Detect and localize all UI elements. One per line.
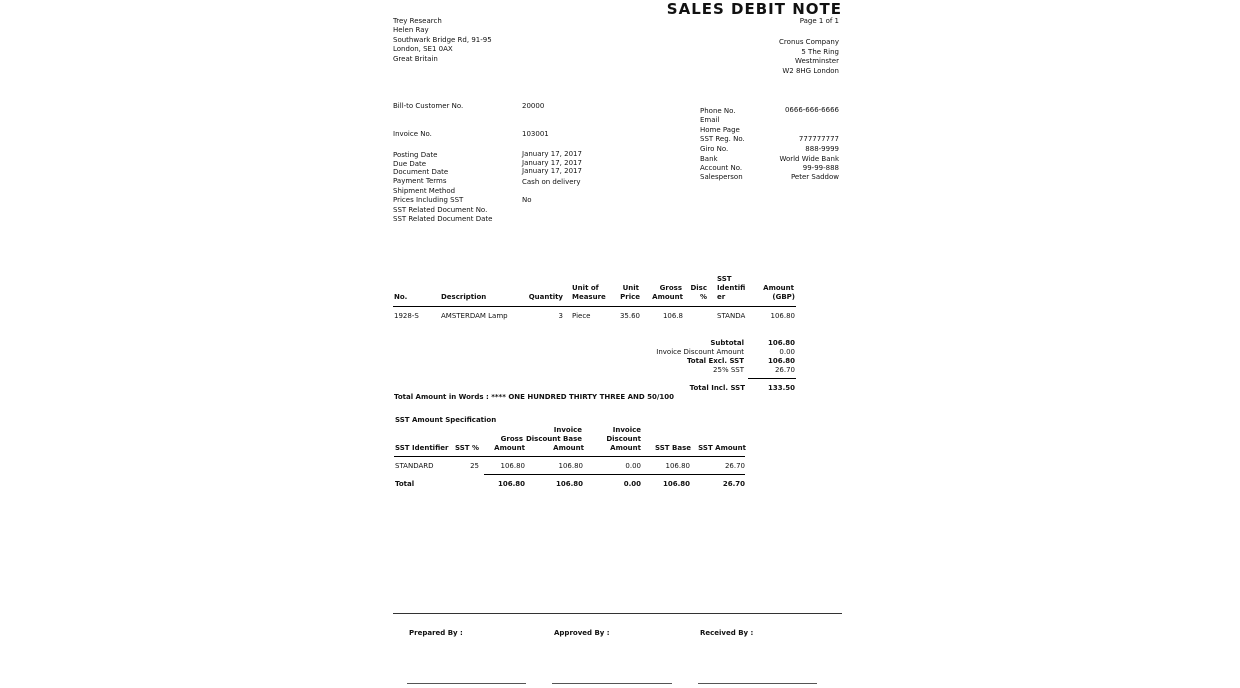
invoice-discount-value: 0.00	[779, 348, 795, 356]
prices-incl-sst-label: Prices Including SST	[393, 196, 464, 204]
sst-value: 26.70	[774, 366, 795, 374]
row-amount: 106.80	[770, 312, 795, 320]
giro-value: 888-9999	[805, 145, 839, 153]
col-amount-header: (GBP)	[772, 293, 795, 301]
spec-col-disc-base: Amount	[553, 444, 584, 452]
payment-terms-value: Cash on delivery	[522, 178, 581, 186]
posting-date-label: Posting Date	[393, 151, 438, 159]
customer-address-line: Great Britain	[393, 55, 438, 63]
subtotal-label: Subtotal	[710, 339, 744, 347]
col-disc-header: Disc	[690, 284, 707, 292]
company-address-line: Westminster	[795, 57, 839, 65]
spec-total-sst-amount: 26.70	[722, 480, 745, 488]
spec-row-disc-amount: 0.00	[625, 462, 641, 470]
spec-col-sst-amount: SST Amount	[698, 444, 746, 452]
salesperson-label: Salesperson	[700, 173, 743, 181]
phone-value: 0666-666-6666	[784, 106, 839, 114]
col-amount-header: Amount	[763, 284, 794, 292]
spec-row-pct: 25	[470, 462, 479, 470]
billto-label: Bill-to Customer No.	[393, 102, 464, 110]
row-quantity: 3	[558, 312, 563, 320]
company-address-line: Cronus Company	[779, 38, 839, 46]
spec-col-pct: SST %	[455, 444, 479, 452]
received-by-label: Received By :	[700, 629, 754, 637]
footer-divider	[393, 613, 842, 614]
col-price-header: Unit	[622, 284, 639, 292]
giro-label: Giro No.	[700, 145, 729, 153]
prices-incl-sst-value: No	[522, 196, 532, 204]
spec-row-gross: 106.80	[500, 462, 525, 470]
header-divider	[393, 306, 796, 307]
company-address-line: W2 8HG London	[782, 67, 839, 75]
spec-col-disc-base: Discount Base	[525, 435, 582, 443]
spec-col-identifier: SST Identifier	[395, 444, 449, 452]
prepared-signature-line	[407, 683, 526, 684]
col-sst-header: Identifi	[717, 284, 746, 292]
spec-total-label: Total	[395, 480, 415, 488]
invoice-no-label: Invoice No.	[393, 130, 432, 138]
spec-col-disc-amount: Discount	[606, 435, 641, 443]
col-sst-header: er	[717, 293, 726, 301]
spec-col-sst-base: SST Base	[655, 444, 691, 452]
account-value: 99-99-888	[802, 164, 839, 172]
row-price: 35.60	[619, 312, 640, 320]
row-description: AMSTERDAM Lamp	[441, 312, 508, 320]
posting-date-value: January 17, 2017	[522, 150, 582, 158]
approved-by-label: Approved By :	[554, 629, 610, 637]
col-disc-header: %	[699, 293, 707, 301]
due-date-label: Due Date	[393, 160, 427, 168]
col-sst-header: SST	[717, 275, 732, 283]
company-address-line: 5 The Ring	[801, 48, 839, 56]
related-doc-label: SST Related Document No.	[393, 206, 488, 214]
spec-col-disc-amount: Amount	[610, 444, 641, 452]
document-date-label: Document Date	[393, 168, 449, 176]
received-signature-line	[698, 683, 817, 684]
salesperson-value: Peter Saddow	[790, 173, 839, 181]
spec-col-disc-base: Invoice	[553, 426, 582, 434]
col-price-header: Price	[620, 293, 640, 301]
sst-reg-label: SST Reg. No.	[700, 135, 745, 143]
col-quantity-header: Quantity	[528, 293, 563, 301]
amount-in-words: Total Amount in Words : **** ONE HUNDRED THIRTY THREE AND 50/100	[394, 393, 675, 401]
col-uom-header: Unit of	[572, 284, 599, 292]
home-page-label: Home Page	[700, 126, 740, 134]
invoice-discount-label: Invoice Discount Amount	[656, 348, 744, 356]
spec-total-sst-base: 106.80	[662, 480, 690, 488]
spec-row-identifier: STANDARD	[395, 462, 434, 470]
total-excl-label: Total Excl. SST	[686, 357, 744, 365]
spec-title: SST Amount Specification	[395, 416, 497, 424]
row-gross: 106.8	[662, 312, 683, 320]
totals-divider	[748, 378, 796, 379]
bank-value: World Wide Bank	[779, 155, 839, 163]
customer-address-line: London, SE1 0AX	[393, 45, 453, 53]
spec-header-divider	[394, 456, 745, 457]
total-incl-value: 133.50	[767, 384, 795, 392]
spec-total-divider	[484, 474, 745, 475]
spec-total-disc-base: 106.80	[555, 480, 583, 488]
spec-row-disc-base: 106.80	[558, 462, 583, 470]
page-number: Page 1 of 1	[799, 17, 839, 25]
email-label: Email	[700, 116, 720, 124]
spec-row-sst-amount: 26.70	[724, 462, 745, 470]
billto-value: 20000	[522, 102, 545, 110]
sst-label: 25% SST	[713, 366, 744, 374]
col-gross-header: Amount	[652, 293, 683, 301]
col-description-header: Description	[441, 293, 487, 301]
related-doc-date-label: SST Related Document Date	[393, 215, 493, 223]
spec-row-sst-base: 106.80	[665, 462, 690, 470]
spec-total-disc-amount: 0.00	[623, 480, 641, 488]
spec-col-gross: Amount	[494, 444, 525, 452]
due-date-value: January 17, 2017	[522, 159, 582, 167]
invoice-no-value: 103001	[522, 130, 549, 138]
shipment-method-label: Shipment Method	[393, 187, 456, 195]
spec-col-gross: Gross	[500, 435, 523, 443]
total-incl-label: Total Incl. SST	[689, 384, 745, 392]
sst-reg-value: 777777777	[798, 135, 839, 143]
row-no: 1928-S	[394, 312, 419, 320]
col-no-header: No.	[394, 293, 408, 301]
approved-signature-line	[552, 683, 672, 684]
total-excl-value: 106.80	[767, 357, 795, 365]
account-label: Account No.	[700, 164, 743, 172]
payment-terms-label: Payment Terms	[393, 177, 447, 185]
customer-address-line: Southwark Bridge Rd, 91-95	[393, 36, 492, 44]
col-gross-header: Gross	[659, 284, 682, 292]
row-sst-identifier: STANDA	[717, 312, 746, 320]
bank-label: Bank	[700, 155, 718, 163]
row-uom: Piece	[572, 312, 591, 320]
phone-label: Phone No.	[700, 107, 736, 115]
spec-col-disc-amount: Invoice	[612, 426, 641, 434]
spec-total-gross: 106.80	[497, 480, 525, 488]
customer-address-line: Helen Ray	[393, 26, 429, 34]
document-title: SALES DEBIT NOTE	[666, 0, 842, 18]
document-date-value: January 17, 2017	[522, 167, 582, 175]
customer-address-line: Trey Research	[393, 17, 442, 25]
col-uom-header: Measure	[572, 293, 606, 301]
prepared-by-label: Prepared By :	[409, 629, 463, 637]
subtotal-value: 106.80	[767, 339, 795, 347]
